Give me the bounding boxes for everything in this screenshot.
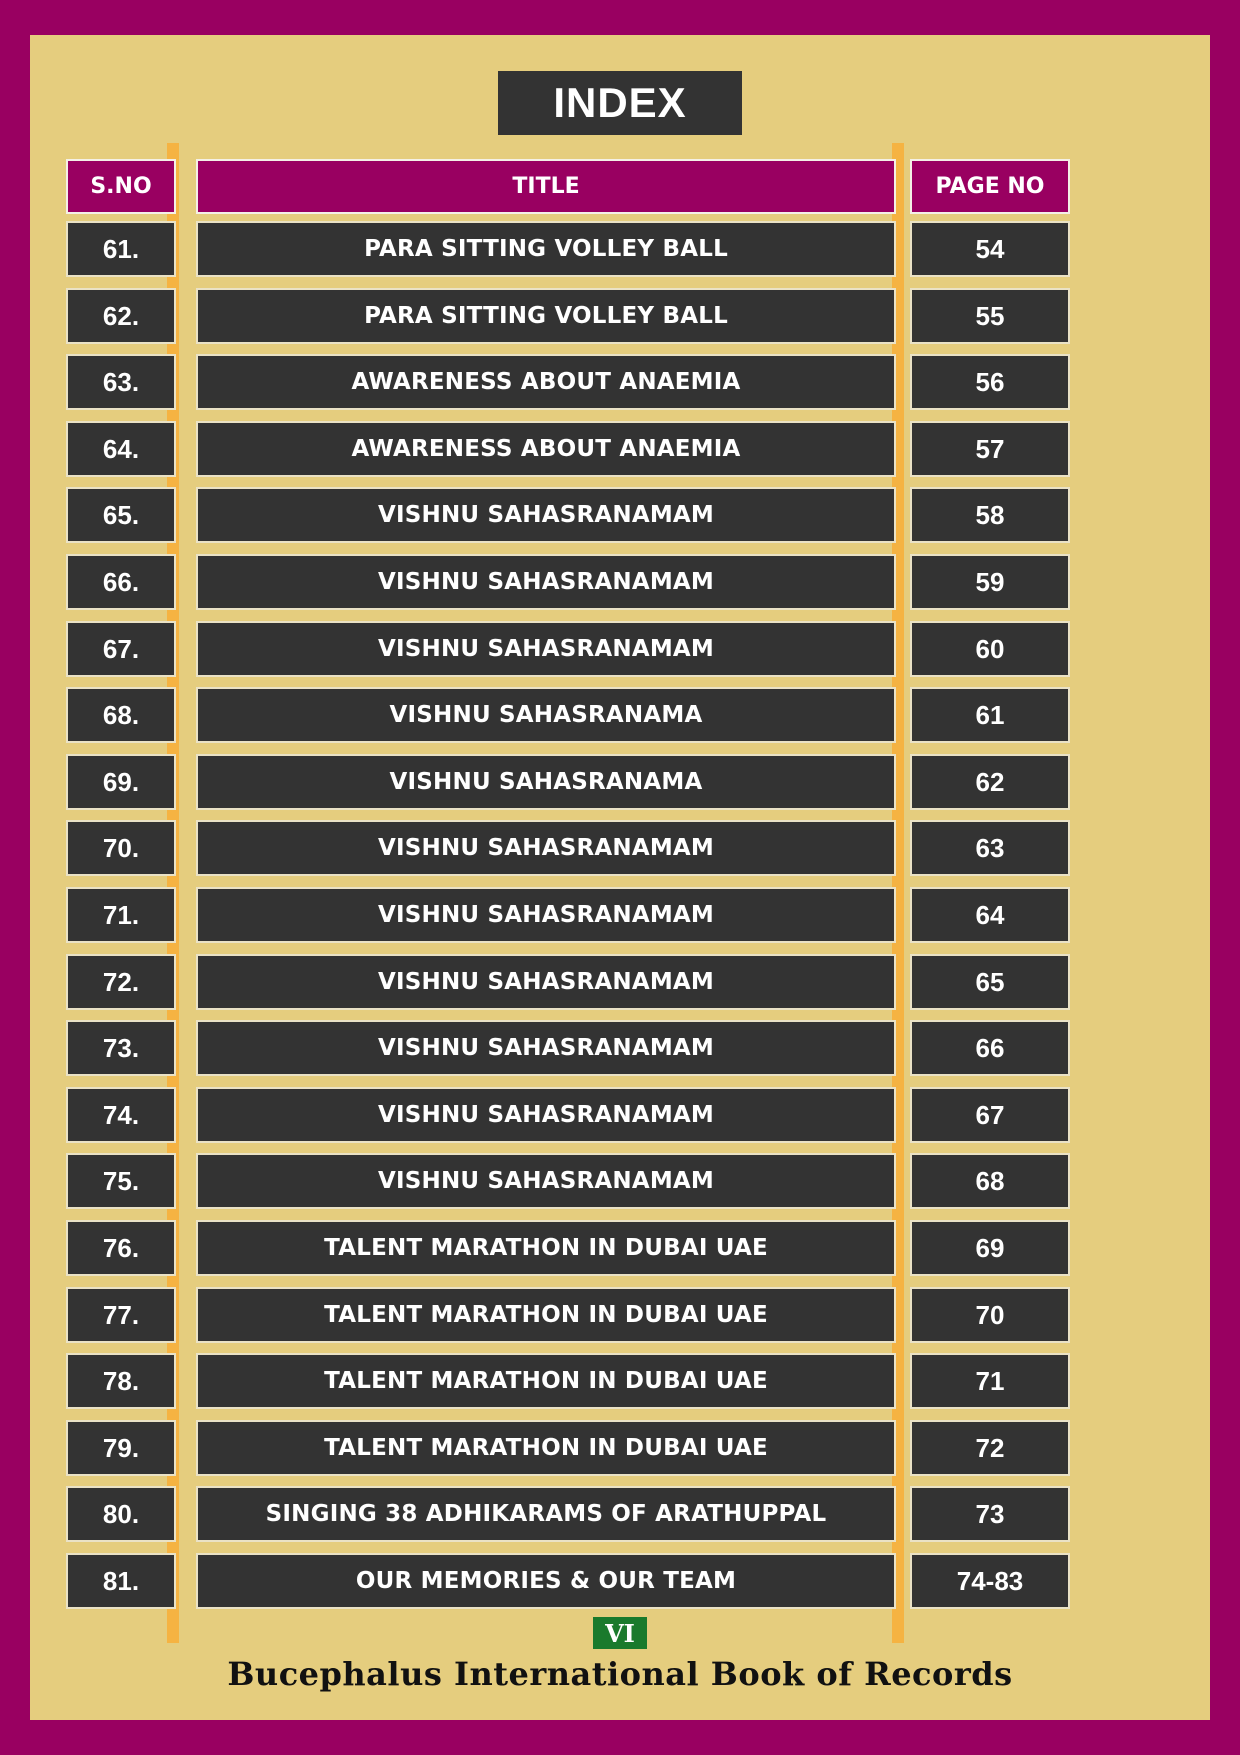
row-title: VISHNU SAHASRANAMAM xyxy=(196,887,896,943)
row-sno: 69. xyxy=(66,754,176,810)
row-sno: 80. xyxy=(66,1486,176,1542)
row-sno: 71. xyxy=(66,887,176,943)
row-sno: 62. xyxy=(66,288,176,344)
row-sno: 65. xyxy=(66,487,176,543)
page-number-badge: VI xyxy=(593,1617,647,1649)
row-page-no: 57 xyxy=(910,421,1070,477)
index-page xyxy=(30,35,1210,1720)
row-sno: 64. xyxy=(66,421,176,477)
row-page-no: 60 xyxy=(910,621,1070,677)
row-page-no: 71 xyxy=(910,1353,1070,1409)
row-title: VISHNU SAHASRANAMAM xyxy=(196,1153,896,1209)
row-page-no: 56 xyxy=(910,354,1070,410)
index-title: INDEX xyxy=(498,71,742,135)
row-page-no: 74-83 xyxy=(910,1553,1070,1609)
row-title: PARA SITTING VOLLEY BALL xyxy=(196,288,896,344)
row-sno: 67. xyxy=(66,621,176,677)
row-page-no: 62 xyxy=(910,754,1070,810)
row-page-no: 54 xyxy=(910,221,1070,277)
row-page-no: 67 xyxy=(910,1087,1070,1143)
row-page-no: 68 xyxy=(910,1153,1070,1209)
row-title: VISHNU SAHASRANAMAM xyxy=(196,820,896,876)
row-page-no: 61 xyxy=(910,687,1070,743)
row-title: AWARENESS ABOUT ANAEMIA xyxy=(196,354,896,410)
row-sno: 75. xyxy=(66,1153,176,1209)
row-page-no: 59 xyxy=(910,554,1070,610)
row-sno: 77. xyxy=(66,1287,176,1343)
row-title: VISHNU SAHASRANAMAM xyxy=(196,954,896,1010)
header-page-no: PAGE NO xyxy=(910,159,1070,214)
row-page-no: 64 xyxy=(910,887,1070,943)
row-page-no: 55 xyxy=(910,288,1070,344)
header-sno: S.NO xyxy=(66,159,176,214)
row-title: VISHNU SAHASRANAMA xyxy=(196,687,896,743)
row-sno: 68. xyxy=(66,687,176,743)
row-title: VISHNU SAHASRANAMAM xyxy=(196,487,896,543)
row-page-no: 70 xyxy=(910,1287,1070,1343)
row-title: TALENT MARATHON IN DUBAI UAE xyxy=(196,1220,896,1276)
row-title: TALENT MARATHON IN DUBAI UAE xyxy=(196,1287,896,1343)
row-page-no: 69 xyxy=(910,1220,1070,1276)
row-sno: 78. xyxy=(66,1353,176,1409)
row-sno: 66. xyxy=(66,554,176,610)
row-page-no: 66 xyxy=(910,1020,1070,1076)
row-title: VISHNU SAHASRANAMA xyxy=(196,754,896,810)
row-page-no: 72 xyxy=(910,1420,1070,1476)
publisher-footer: Bucephalus International Book of Records xyxy=(227,1655,1013,1693)
row-sno: 61. xyxy=(66,221,176,277)
row-page-no: 58 xyxy=(910,487,1070,543)
row-title: VISHNU SAHASRANAMAM xyxy=(196,621,896,677)
row-title: OUR MEMORIES & OUR TEAM xyxy=(196,1553,896,1609)
row-sno: 63. xyxy=(66,354,176,410)
header-title: TITLE xyxy=(196,159,896,214)
row-sno: 81. xyxy=(66,1553,176,1609)
row-page-no: 63 xyxy=(910,820,1070,876)
row-page-no: 65 xyxy=(910,954,1070,1010)
row-sno: 70. xyxy=(66,820,176,876)
row-sno: 72. xyxy=(66,954,176,1010)
row-title: AWARENESS ABOUT ANAEMIA xyxy=(196,421,896,477)
row-title: TALENT MARATHON IN DUBAI UAE xyxy=(196,1353,896,1409)
row-title: SINGING 38 ADHIKARAMS OF ARATHUPPAL xyxy=(196,1486,896,1542)
row-title: VISHNU SAHASRANAMAM xyxy=(196,1087,896,1143)
row-sno: 74. xyxy=(66,1087,176,1143)
row-sno: 79. xyxy=(66,1420,176,1476)
row-page-no: 73 xyxy=(910,1486,1070,1542)
row-title: TALENT MARATHON IN DUBAI UAE xyxy=(196,1420,896,1476)
row-title: VISHNU SAHASRANAMAM xyxy=(196,554,896,610)
row-sno: 73. xyxy=(66,1020,176,1076)
row-title: VISHNU SAHASRANAMAM xyxy=(196,1020,896,1076)
row-title: PARA SITTING VOLLEY BALL xyxy=(196,221,896,277)
row-sno: 76. xyxy=(66,1220,176,1276)
